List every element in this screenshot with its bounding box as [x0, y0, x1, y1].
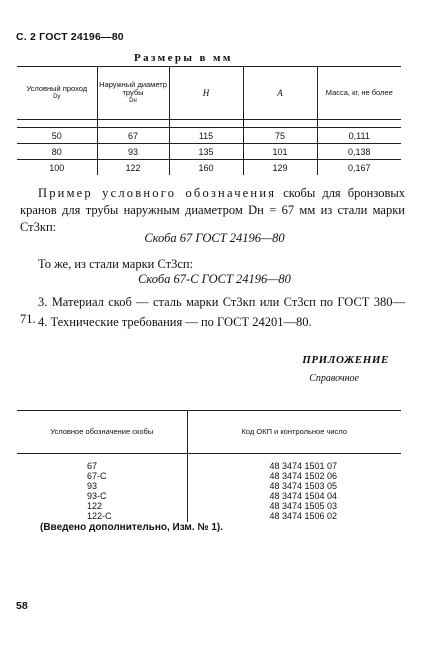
table-caption: Размеры в мм	[134, 52, 233, 64]
material-clause: 3. Материал скоб — сталь марки Ст3кп или Ст3сп по ГОСТ 380—71.	[20, 295, 405, 326]
table-cell: 75	[243, 128, 317, 144]
designation-column	[17, 454, 187, 523]
list-item: 93	[87, 481, 98, 491]
page-header: С. 2 ГОСТ 24196—80	[16, 31, 124, 43]
list-item: 48 3474 1504 04	[269, 491, 338, 501]
page-number: 58	[16, 600, 28, 612]
list-item: 48 3474 1501 07	[269, 461, 338, 471]
list-item: 48 3474 1506 02	[269, 511, 338, 521]
table-cell: 80	[17, 144, 97, 160]
column-header: Код ОКП и контрольное число	[187, 411, 401, 454]
table-cell: 93	[97, 144, 169, 160]
table-cell: 0,138	[317, 144, 401, 160]
list-item: 48 3474 1503 05	[269, 481, 338, 491]
table-cell: 0,111	[317, 128, 401, 144]
designation-example-1: Скоба 67 ГОСТ 24196—80	[144, 231, 285, 245]
okp-codes-table	[17, 410, 401, 522]
amendment-note: (Введено дополнительно, Изм. № 1).	[40, 522, 223, 533]
same-steel-text: То же, из стали марки Ст3сп:	[38, 257, 194, 271]
list-item: 93-С	[87, 491, 107, 501]
dimensions-table	[17, 66, 401, 175]
okp-table-header	[17, 411, 401, 454]
table-cell: 115	[169, 128, 243, 144]
column-header: A	[243, 67, 317, 120]
table-cell: 122	[97, 160, 169, 176]
okp-table-body	[17, 454, 401, 523]
list-item: 122	[87, 501, 103, 511]
table-cell: 160	[169, 160, 243, 176]
list-item: 67-С	[87, 471, 107, 481]
column-header: Масса, кг, не более	[317, 67, 401, 120]
designation-example-2: Скоба 67-С ГОСТ 24196—80	[138, 272, 291, 286]
okp-code-column	[187, 454, 401, 523]
table-cell: 0,167	[317, 160, 401, 176]
column-header: Условный проход Dу	[17, 67, 97, 120]
example-heading: Пример условного обозначения	[38, 186, 277, 200]
appendix-subtitle: Справочное	[309, 373, 359, 384]
list-item: 48 3474 1505 03	[269, 501, 338, 511]
list-item: 122-С	[87, 511, 112, 521]
table-cell: 50	[17, 128, 97, 144]
example-paragraph	[20, 185, 405, 236]
list-item: 48 3474 1502 06	[269, 471, 338, 481]
column-header: Условное обозначение скобы	[17, 411, 187, 454]
column-header: Наружный диаметр трубы Dн	[97, 67, 169, 120]
requirements-clause: 4. Технические требования — по ГОСТ 24201—80.	[38, 315, 312, 329]
dimensions-table-header	[17, 67, 401, 120]
table-cell: 100	[49, 162, 65, 173]
list-item: 67	[87, 461, 98, 471]
table-row	[17, 144, 401, 160]
table-cell: 129	[243, 160, 317, 176]
table-row	[17, 160, 401, 176]
table-cell: 135	[169, 144, 243, 160]
appendix-title: ПРИЛОЖЕНИЕ	[302, 354, 389, 366]
table-cell: 67	[97, 128, 169, 144]
column-header: H	[169, 67, 243, 120]
example-text: скобы для бронзовых кранов для трубы наружным диаметром Dн = 67 мм из стали марки Ст3кп:	[20, 186, 405, 234]
table-row	[17, 128, 401, 144]
table-cell: 101	[243, 144, 317, 160]
